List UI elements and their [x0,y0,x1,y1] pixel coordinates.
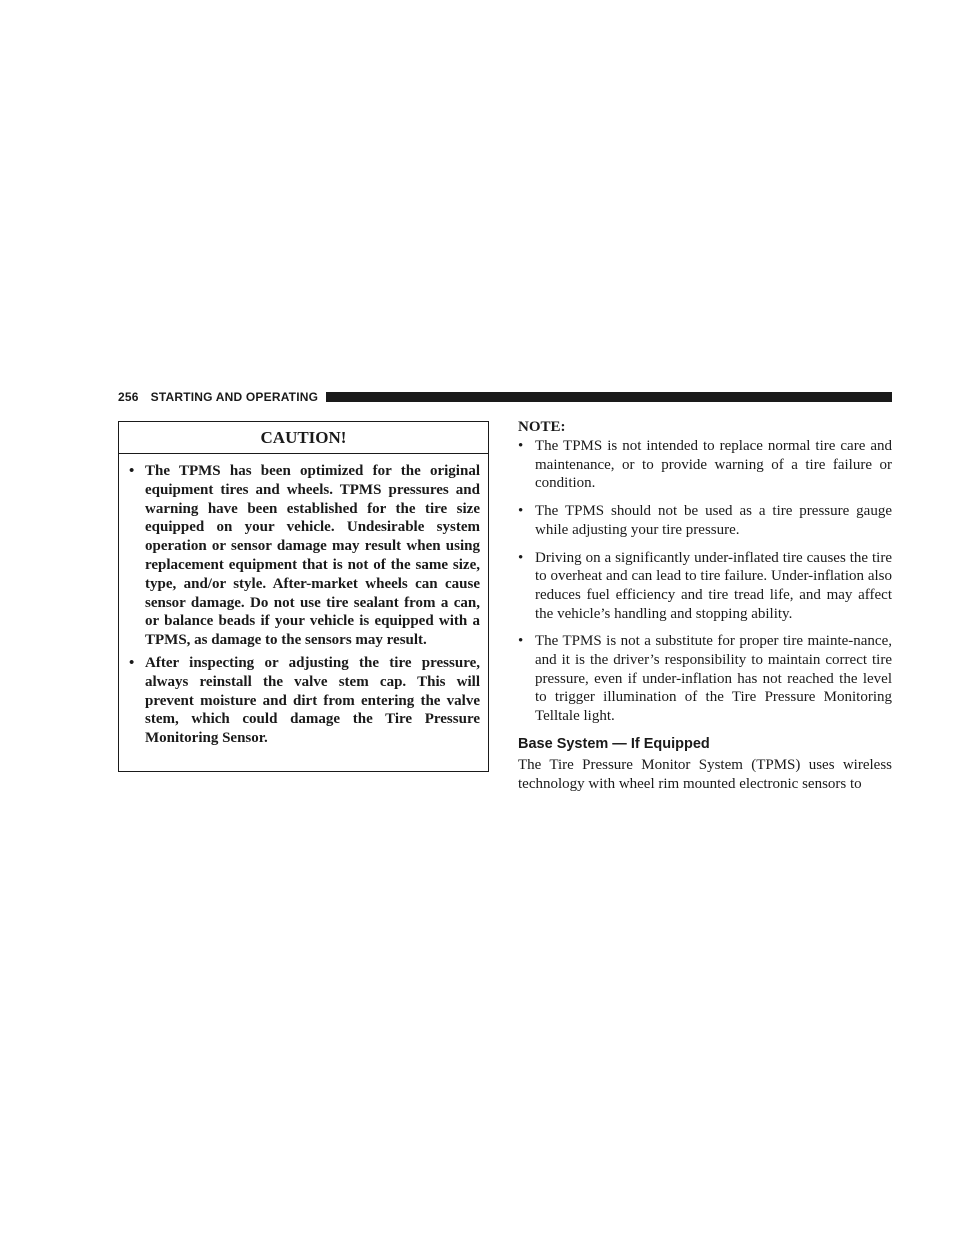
note-item [518,502,892,539]
note-item [518,632,892,726]
header-rule [326,392,892,402]
bullet-icon: • [518,549,524,566]
note-item-text: The TPMS should not be used as a tire pressure gauge while adjusting your tire pressure. [535,503,892,538]
note-label: NOTE: [518,419,566,435]
caution-item-text: After inspecting or adjusting the tire pressure, always reinstall the valve stem cap. This will prevent moisture and dirt from entering the valve stem, which could damage the Tire Pressure Monitoring Sensor. [145,654,480,747]
note-item-text: Driving on a significantly under-inflated tire causes the tire to overheat and can lead to tire failure. Under-inflation also reduces fuel efficiency and tire tread life, and may affect the vehicle’s handling and stopping ability. [535,549,892,622]
bullet-icon: • [129,654,135,671]
note-item [518,549,892,624]
bullet-icon: • [518,438,524,454]
page-number: 256 [118,390,139,404]
caution-item [129,654,480,748]
bullet-icon: • [129,463,135,479]
caution-title: CAUTION! [119,422,488,454]
right-column [518,418,892,795]
note-item [518,437,892,493]
note-item-text: The TPMS is not intended to replace normal tire care and maintenance, or to provide warning of a tire failure or condition. [535,438,892,492]
caution-list [119,454,488,748]
caution-item-text: The TPMS has been optimized for the original equipment tires and wheels. TPMS pressures and warning have been established for the tire size equipped on your vehicle. Undesirable system operation or sensor damage may result when using replacement equipment that is not of the same size, type, and/or style. After-market wheels can cause sensor damage. Do not use tire sealant from a can, or balance beads if your vehicle is equipped with a TPMS, as damage to the sensors may result. [145,463,480,649]
base-system-text: The Tire Pressure Monitor System (TPMS) uses wireless technology with wheel rim mounted electronic sensors to [518,756,892,793]
base-system-heading: Base System — If Equipped [518,735,710,752]
section-title: STARTING AND OPERATING [150,390,319,404]
bullet-icon: • [518,503,524,520]
bullet-icon: • [518,633,524,650]
caution-item [129,462,480,650]
note-item-text: The TPMS is not a substitute for proper tire mainte-nance, and it is the driver’s responsibility to maintain correct tire pressure, even if under-inflation has not reached the level to trigger illumination of the Tire Pressure Monitoring Telltale light. [535,633,892,725]
page-header [118,390,892,404]
caution-box [118,421,489,772]
note-list [518,437,892,726]
